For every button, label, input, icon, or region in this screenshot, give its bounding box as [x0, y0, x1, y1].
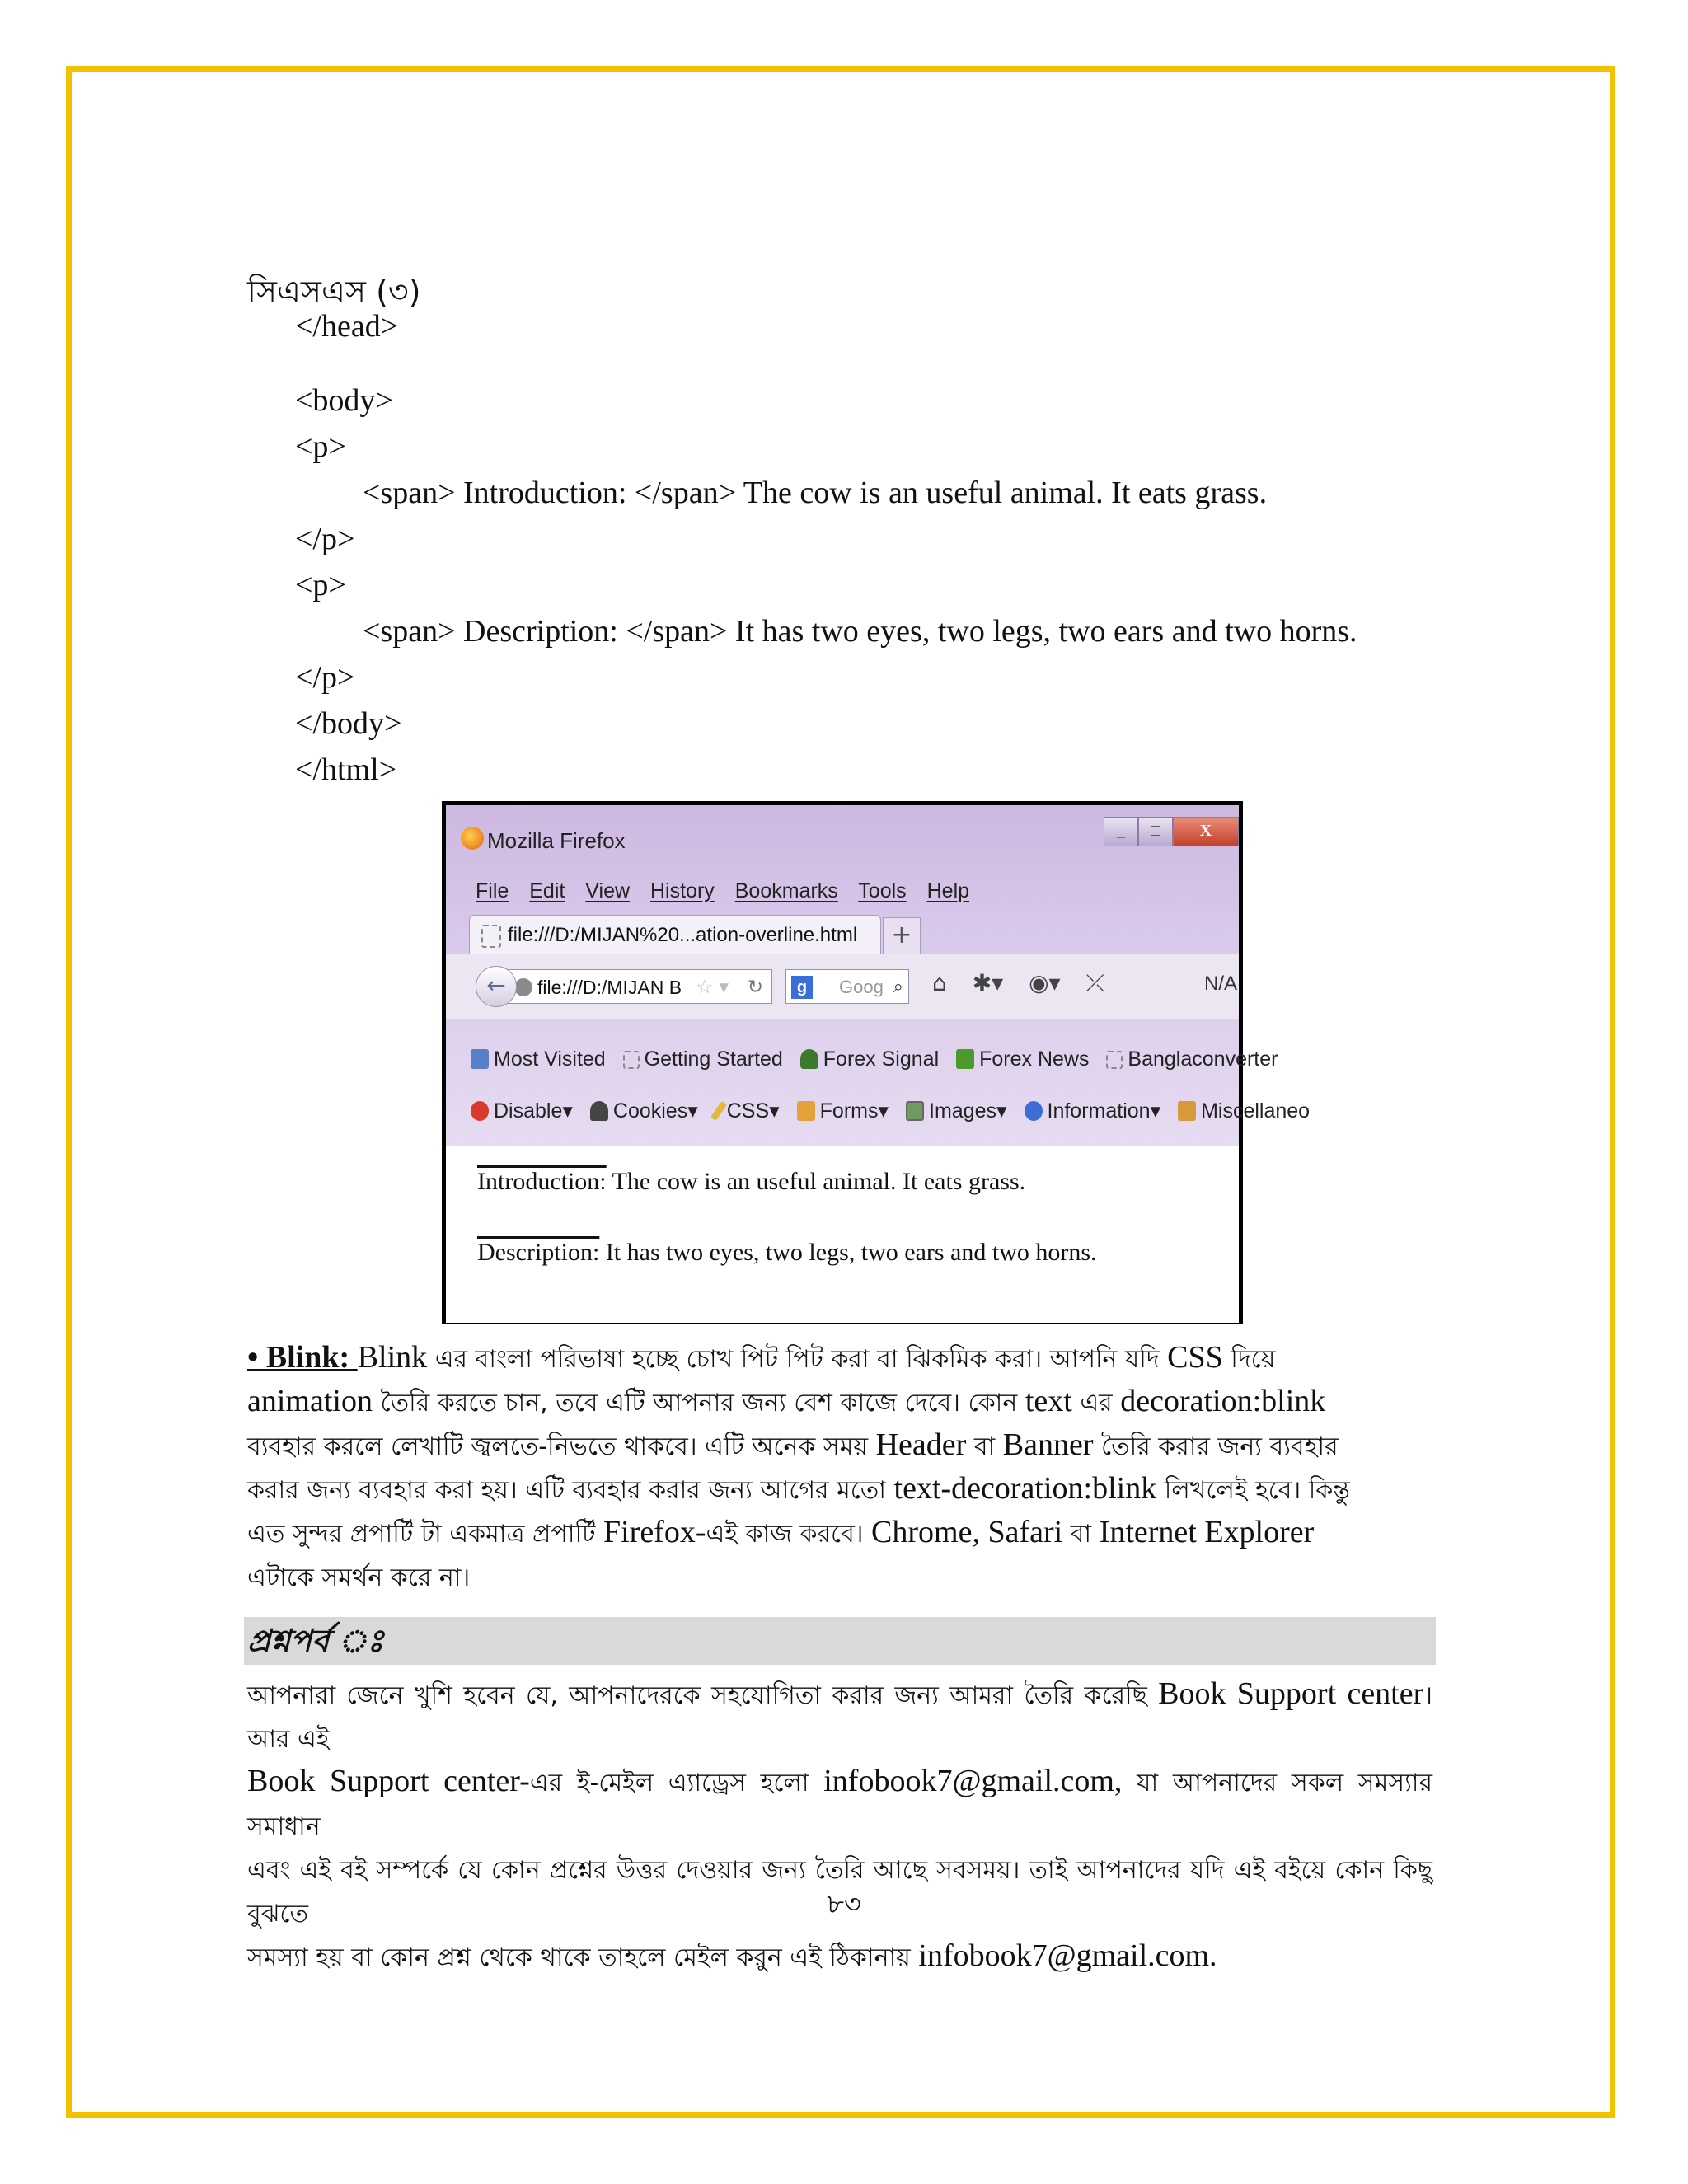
pencil-icon: [710, 1101, 727, 1121]
content-text: It has two eyes, two legs, two ears and two horns.: [599, 1239, 1097, 1266]
content-line: [477, 1239, 1097, 1267]
code-line: <body>: [295, 383, 393, 418]
bookmarks-toolbar: [471, 1047, 1289, 1071]
clipboard-icon: [797, 1101, 815, 1121]
chart-addon-icon[interactable]: ⤫: [1085, 969, 1104, 996]
firefox-logo-icon: [461, 827, 484, 850]
section-title-bar: [244, 1617, 1436, 1665]
na-label: N/A: [1204, 972, 1238, 995]
paragraph-line: সমস্যা হয় বা কোন প্রশ্ন থেকে থাকে তাহলে মেইল কর‍ুন এই ঠিকানায় infobook7@gmail.com.: [247, 1938, 1217, 1973]
image-icon: [906, 1101, 924, 1121]
paragraph-line: এটাকে সমর্থন করে না।: [247, 1563, 471, 1592]
code-line: <span> Introduction: </span> The cow is an useful animal. It eats grass.: [363, 476, 1268, 510]
menu-bar: [476, 879, 984, 903]
url-text: file:///D:/MIJAN B: [537, 977, 682, 998]
page-icon: [1106, 1051, 1123, 1069]
page-icon: [623, 1051, 640, 1069]
bookmark-star-icon[interactable]: ☆ ▾: [696, 977, 729, 998]
menu-help[interactable]: Help: [926, 879, 970, 902]
bookmark-forex-news[interactable]: Forex News: [956, 1047, 1089, 1071]
close-button[interactable]: X: [1173, 817, 1239, 846]
info-icon: [1025, 1101, 1043, 1121]
toolbar-forms[interactable]: Forms▾: [797, 1099, 889, 1122]
menu-history[interactable]: History: [650, 879, 715, 902]
paragraph-line: • Blink: Blink এর বাংলা পরিভাষা হচ্ছে চোখ পিট পিট করা বা ঝিকমিক করা। আপনি যদি CSS দিয়ে: [247, 1340, 1276, 1375]
paragraph-line: Book Support center-এর ই-মেইল এ্যাড্রেস হলো infobook7@gmail.com, যা আপনাদের সকল সমস্যার সমাধান: [247, 1764, 1432, 1841]
bookmark-most-visited[interactable]: Most Visited: [471, 1047, 606, 1071]
content-label: Introduction:: [477, 1168, 607, 1195]
paragraph-line: ব্যবহার করলে লেখাটি জ্বলতে-নিভতে থাকবে। এটি অনেক সময় Header বা Banner তৈরি করার জন্য ব্যবহার: [247, 1427, 1339, 1462]
minimize-button[interactable]: _: [1104, 817, 1138, 846]
web-developer-toolbar: [471, 1099, 1321, 1123]
bookmark-getting-started[interactable]: Getting Started: [623, 1047, 783, 1071]
code-line: <p>: [295, 568, 346, 602]
bookmark-forex-signal[interactable]: Forex Signal: [800, 1047, 939, 1071]
window-controls: [1104, 817, 1239, 848]
addon-icon[interactable]: ✱▾: [972, 969, 1004, 996]
code-line: </p>: [295, 522, 355, 556]
browser-tab[interactable]: [469, 915, 881, 954]
misc-icon: [1178, 1101, 1196, 1121]
navigation-bar: [446, 954, 1239, 1019]
most-visited-icon: [471, 1049, 489, 1069]
menu-edit[interactable]: Edit: [529, 879, 565, 902]
reload-icon[interactable]: ↻: [747, 977, 763, 998]
google-icon: g: [791, 976, 813, 999]
window-title: Mozilla Firefox: [487, 828, 626, 853]
search-icon[interactable]: ⌕: [893, 977, 903, 997]
paragraph-line: animation তৈরি করতে চান, তবে এটি আপনার জন্য বেশ কাজে দেবে। কোন text এর decoration:blink: [247, 1384, 1326, 1418]
home-icon[interactable]: ⌂: [932, 969, 947, 996]
search-box[interactable]: [785, 969, 909, 1004]
code-line: </head>: [295, 309, 399, 344]
code-line: <span> Description: </span> It has two eyes, two legs, two ears and two horns.: [363, 614, 1357, 649]
code-line: </body>: [295, 706, 402, 741]
content-label: Description:: [477, 1239, 600, 1266]
browser-chrome: [446, 805, 1311, 1146]
bookmark-banglaconverter[interactable]: Banglaconverter: [1106, 1047, 1278, 1071]
maximize-button[interactable]: □: [1138, 817, 1173, 846]
tab-label: file:///D:/MIJAN%20...ation-overline.html: [508, 924, 858, 946]
nav-icons: [932, 969, 1123, 997]
toolbar-disable[interactable]: Disable▾: [471, 1099, 573, 1122]
code-line: </p>: [295, 660, 355, 695]
paragraph-line: এবং এই বই সম্পর্কে যে কোন প্রশ্নের উত্তর দেওয়ার জন্য তৈরি আছে সবসময়। তাই আপনাদের যদি এই বইয়ে কোন কিছু বুঝতে: [247, 1856, 1432, 1929]
back-button-icon[interactable]: ←: [476, 966, 517, 1007]
blink-paragraph: [247, 1337, 1432, 1599]
page-icon: [481, 925, 501, 948]
toolbar-cookies[interactable]: Cookies▾: [590, 1099, 698, 1122]
toolbar-miscellaneous[interactable]: Miscellaneo: [1178, 1099, 1310, 1122]
blink-label: • Blink:: [247, 1340, 358, 1375]
bell-icon: [800, 1049, 818, 1069]
content-line: [477, 1168, 1025, 1196]
paragraph-line: করার জন্য ব্যবহার করা হয়। এটি ব্যবহার করার জন্য আগের মতো text-decoration:blink লিখলেই হবে। কিন্তু: [247, 1471, 1350, 1506]
content-text: The cow is an useful animal. It eats grass.: [606, 1168, 1026, 1195]
toolbar-images[interactable]: Images▾: [906, 1099, 1007, 1122]
code-line: <p>: [295, 429, 346, 464]
chart-icon: [956, 1049, 974, 1069]
qa-paragraph: [247, 1673, 1432, 1979]
cookie-icon: [590, 1101, 608, 1121]
page-number: ৮৩: [827, 1888, 861, 1919]
globe-icon: [514, 978, 532, 996]
disable-icon: [471, 1101, 489, 1121]
section-heading: সিএসএস (৩): [247, 274, 421, 310]
menu-file[interactable]: File: [476, 879, 509, 902]
search-placeholder: Goog: [839, 977, 884, 997]
toolbar-information[interactable]: Information▾: [1025, 1099, 1161, 1122]
menu-tools[interactable]: Tools: [858, 879, 907, 902]
globe-addon-icon[interactable]: ◉▾: [1029, 969, 1061, 996]
paragraph-line: আপনারা জেনে খুশি হবেন যে, আপনাদেরকে সহযোগিতা করার জন্য আমরা তৈরি করেছি Book Support center। আর এই: [247, 1676, 1432, 1754]
paragraph-line: এত সুন্দর প্রপার্টি টা একমাত্র প্রপার্টি Firefox-এই কাজ করবে। Chrome, Safari বা Internet Explorer: [247, 1515, 1315, 1549]
firefox-screenshot: [442, 801, 1311, 1324]
toolbar-css[interactable]: CSS▾: [715, 1099, 780, 1122]
browser-content: [446, 1146, 1239, 1323]
url-bar[interactable]: [507, 969, 772, 1004]
menu-bookmarks[interactable]: Bookmarks: [734, 879, 838, 902]
code-line: </html>: [295, 752, 397, 787]
new-tab-button[interactable]: +: [883, 917, 921, 955]
menu-view[interactable]: View: [585, 879, 631, 902]
section-title: প্রশ্নপর্ব ঃ: [247, 1623, 384, 1659]
